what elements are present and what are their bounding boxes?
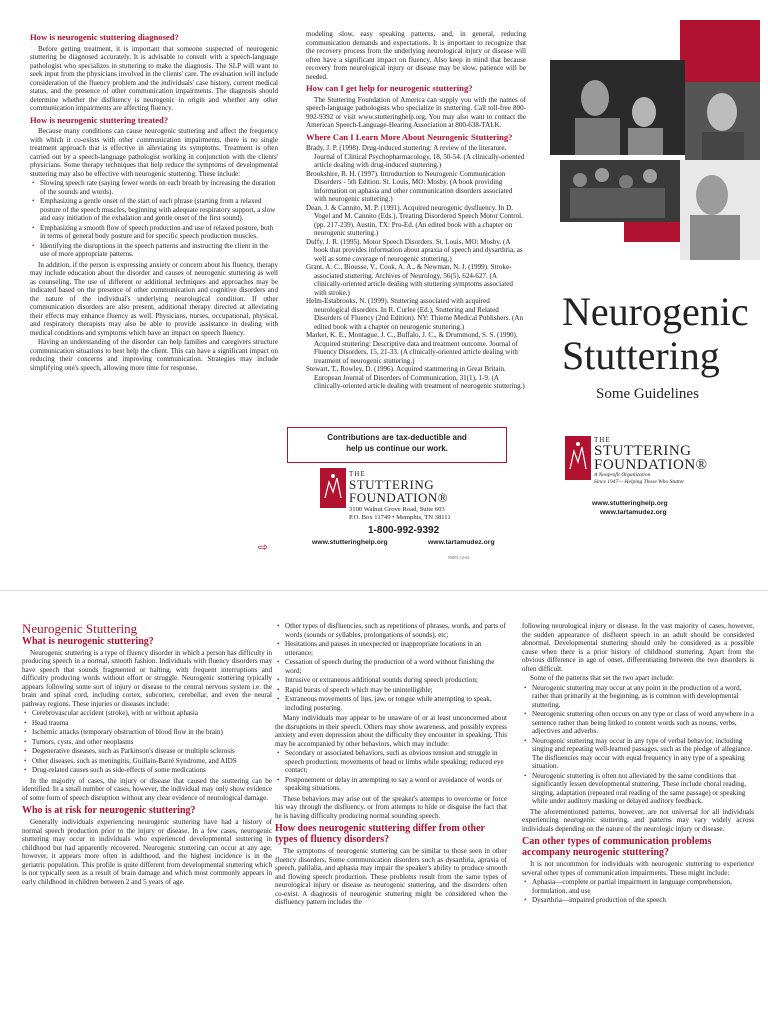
mailing-address [349, 506, 451, 522]
reference-item: Dean, J. & Cannito, M. P. (1991). Acquired neurogenic dysfluency. In D. Vogel and M. Cannito (Eds.), Treating Disordered Speech Motor Control. (pp. 217-239). Austin, TX: Pro-Ed. (An edited book with a chapter on neurogenic stuttering.) [306, 203, 523, 237]
reference-item: Stewart, T., Rowley, D. (1996). Acquired stammering in Great Britain. European Journal of Disorders of Communication, 31(1), 1-9. (A clinically-oriented article dealing with treatment of neurogenic stuttering.) [306, 365, 525, 390]
cover-logo-icon [565, 436, 591, 480]
list-item: • Intrusive or extraneous additional sounds during speech production; [285, 676, 507, 685]
list-item: • Neurogenic stuttering may occur at any point in the production of a word, rather than primarily at the beginning, as is common with developmental stuttering. [532, 684, 754, 710]
paragraph-other: It is not uncommon for individuals with neurogenic stuttering to experience several other types of communication impairments. These might include: [522, 860, 754, 877]
bottom-middle-panel [275, 622, 507, 1022]
section-title: Neurogenic Stuttering [22, 621, 138, 636]
reference-item: Brady, J. P. (1998). Drug-induced stuttering: A review of the literature. Journal of Clinical Psychopharmacology, 18, 50-54. (A clinically-oriented article dealing with drug-induced stuttering.) [306, 144, 525, 169]
contributions-box [287, 427, 507, 463]
paragraph-differ: The symptoms of neurogenic stuttering can be similar to those seen in other fluency disorders. Some communication disorders such as dysarthria, apraxia of speech, palilalia, and aphasia may impair the speaker's ability to produce smooth and flowing speech production. These problems result from the same types of neurological injury or disease as neurogenic stuttering, and the disorders often co-exist. A diagnosis of neurogenic stuttering might be considered when the disfluency pattern includes the [275, 847, 507, 906]
paragraph-continued: modeling slow, easy speaking patterns, and, in general, reducing communication demands and expectations. It is important to recognize that the recovery process from the underlying neurological injury or disease will often have a significant impact on fluency. Also keep in mind that because recovery from neurological injury or disease may be slow, patience will be needed. [306, 30, 526, 81]
photo-collage [540, 20, 768, 280]
paragraph-following: following neurological injury or disease. In the vast majority of cases, however, the sudden appearance of disfluent speech in an adult should be considered abnormal. Developmental stuttering should only be considered as a possible cause when there is a prior history of childhood stuttering. Apart from the obvious difference in age of onset, differentiating between the two disorders is often difficult. [522, 622, 754, 673]
list-item: • Tumors, cysts, and other neoplasms [32, 738, 272, 747]
list-item: • Hesitations and pauses in unexpected or inappropriate locations in an utterance; [285, 640, 507, 657]
top-left-panel [30, 30, 278, 550]
reference-item: Brookshire, R. H. (1997). Introduction to Neurogenic Communication Disorders - 5th Edition. St. Louis, MO: Mosby. (A book providing information on aphasia and other communication disorders associated with neurogenic stuttering.) [306, 169, 513, 203]
paragraph-cause: In the majority of cases, the injury or disease that caused the stuttering can be identified. In a small number of cases, however, the individual may only show evidence of some form of speech disruption without any clear evidence of neurological damage. [22, 776, 272, 802]
logo-the: THE [349, 470, 366, 478]
paragraph-help: The Stuttering Foundation of America can supply you with the names of speech-language pathologists who specialize in stuttering. Call toll-free 800-992-9392 or visit www.stutteringhelp.org, You may also want to contact the American Speech-Language-Hearing Association at 800-638-TALK. [306, 95, 526, 129]
list-item: • Slowing speech rate (saying fewer words on each breath by increasing the duration of the sounds and words). [40, 179, 278, 196]
paragraph-aware: Many individuals may appear to be unaware of or at least unconcerned about the disruptions in their speech. Others may show awareness, and possibly express anxiety and even depression about the difficulty they encounter in speaking. This may be accompanied by other behaviors, which may include: [275, 714, 507, 748]
contrib-line: Contributions are tax-deductible and [327, 433, 467, 442]
paragraph-universal: The aforementioned patterns, however, are not universal for all individuals experiencing neurogenic stuttering, and patterns may vary widely across individuals depending on the nature of the neurologic injury or disease. [522, 807, 754, 833]
list-item: • Emphasizing a gentle onset of the start of each phrase (starting from a relaxed posture of the speech muscles, beginning with adequate respiratory support, a slow and easy initiation of the exhalation and gentle onset of the first sound). [40, 197, 278, 223]
reference-item: Market, K. E., Montague, J. C., Buffalo, J. C., & Drummond, S. S. (1990). Acquired stuttering: Descriptive data and treatment outcome. Journal of Fluency Disorders, 15, 21-33. (A clinically-oriented article dealing with treatment of neurogenic stuttering.) [306, 331, 518, 365]
logo-stuttering: STUTTERING [349, 477, 435, 492]
logo-figure-icon [565, 436, 591, 480]
reference-item: Duffy, J. R. (1995). Motor Speech Disorders. St. Louis, MO: Mosby. (A book that provides information about apraxia of speech and dysarthria, as well as some coverage of neurogenic stuttering.) [306, 237, 523, 263]
logo-tagline: Since 1947— Helping Those Who Stutter [594, 479, 685, 485]
list-item: • Rapid bursts of speech which may be unintelligible; [285, 686, 507, 695]
list-item: • Identifying the disruptions in the speech patterns and instructing the client in the use of more appropriate patterns. [40, 242, 278, 259]
list-item: • Neurogenic stuttering is often not alleviated by the same conditions that significantly lessen developmental stuttering. These include choral reading, singing, adaptation (repeated oral reading of the same passage) or speaking while under auditory masking or delayed auditory feedback. [532, 772, 754, 806]
list-item: • Postponement or delay in attempting to say a word or avoidance of words or speaking situations. [285, 776, 507, 793]
cover-title [562, 290, 762, 378]
paragraph-family: Having an understanding of the disorder can help families and caregivers structure communication situations to best help the client. This can have a significant impact on reducing their concerns and improving communication. Strategies may include simplifying one's speech, allowing more time for response, [30, 338, 278, 372]
logo-foundation: FOUNDATION® [594, 457, 708, 473]
website-link[interactable]: www.stutteringhelp.org [312, 539, 388, 546]
impairments-list [522, 878, 754, 905]
continue-arrow-icon: ⇨ [258, 540, 269, 554]
paragraph-treated: Because many conditions can cause neurogenic stuttering and affect the frequency with which it co-exists with other communication impairments, there is no single treatment approach that is effective in alleviating its symptoms. Treatment is often carried out by a speech-language pathologist working in conjunction with the clients' physicians. Some therapy techniques that help reduce the symptoms of developmental stuttering may also be effective with neurogenic stuttering. These include: [30, 127, 278, 178]
logo-stuttering: STUTTERING [594, 443, 692, 459]
heading-other-problems: Can other types of communication problems accompany neurogenic stuttering? [522, 836, 712, 858]
heading-risk: Who is at risk for neurogenic stuttering? [22, 805, 196, 816]
address-line: P.O. Box 11749 • Memphis, TN 38111 [349, 514, 451, 521]
heading-help: How can I get help for neurogenic stuttering? [306, 83, 473, 93]
logo-tagline: A Nonprofit Organization [594, 472, 651, 478]
address-line: 3100 Walnut Grove Road, Suite 603 [349, 506, 445, 513]
symptoms-list [275, 622, 507, 712]
paragraph-diagnosed: Before getting treatment, it is important that someone suspected of neurogenic stuttering be diagnosed accurately. It is advisable to consult with a speech-language pathologist who specializes in stuttering to make the diagnosis. The SLP will want to seek input from the physicians involved in the clients' care. The evaluation will include consideration of the fluency problem and the individuals' case history, current medical status, and the presence of other communication impairments. The diagnosis should determine whether the disfluency is neurogenic in origin and whether any other communication impairments are affecting fluency. [30, 44, 278, 112]
website-link[interactable]: www.tartamudez.org [428, 539, 495, 546]
list-item: • Secondary or associated behaviors, such as obvious tension and struggle in speech production; movements of head or limbs while speaking; reduced eye contact; [285, 749, 507, 775]
paragraph-what: Neurogenic stuttering is a type of fluency disorder in which a person has difficulty in producing speech in a normal, smooth fashion. Individuals with fluency disorders may have speech that sounds fragmented or halting, with frequent interruptions and difficulty producing words without effort or struggle. Neurogenic stuttering typically appears following some sort of injury or disease to the central nervous system i.e. the brain and spinal cord, including cortex, subcortex, cerebellar, and even the neural pathway regions. These injuries or diseases include: [22, 648, 272, 708]
cover-title-line: Stuttering [562, 333, 720, 378]
treatment-list [30, 179, 278, 259]
heading-what: What is neurogenic stuttering? [22, 636, 154, 647]
paragraph-behaviors: These behaviors may arise out of the speaker's attempts to overcome or force his way through the disfluency, or from attempts to hide or disguise the fact that he is having difficulty producing normal sounding speech. [275, 794, 507, 820]
paragraph-risk: Generally individuals experiencing neurogenic stuttering have had a history of normal speech production prior to the injury or disease. In a few cases, neurogenic stuttering may occur in individuals who experienced developmental stuttering in childhood but had apparently recovered. Neurogenic stuttering can occur at any age; however, it appears more often in adulthood, and the highest incidence is in the geriatric population. This profile is quite different from developmental stuttering which is not typically seen as a result of brain damage and which most commonly appears in early childhood in children between 2 and 5 years of age. [22, 818, 272, 886]
foundation-logo-text [349, 470, 448, 504]
list-item: • Cerebrovascular accident (stroke), with or without aphasia [32, 709, 272, 718]
logo-foundation: FOUNDATION® [349, 490, 449, 505]
list-item: • Aphasia—complete or partial impairment in language comprehension, formulation, and use [532, 878, 754, 895]
causes-list [22, 709, 272, 775]
list-item: • Drug-related causes such as side-effects of some medications [32, 766, 272, 775]
bottom-right-panel [522, 622, 754, 1022]
heading-differ: How does neurogenic stuttering differ from other types of fluency disorders? [275, 823, 485, 845]
list-item: • Neurogenic stuttering often occurs on any type or class of word anywhere in a sentence rather than being linked to content words such as nouns, verbs, adjectives and adverbs. [532, 710, 754, 736]
heading-learn-more: Where Can I Learn More About Neurogenic Stuttering? [306, 131, 513, 142]
print-code: N8051 12-64 [448, 555, 470, 560]
foundation-logo-icon [320, 468, 346, 508]
website-link[interactable]: www.tartamudez.org [600, 509, 667, 516]
paragraph-patterns: Some of the patterns that set the two apart include: [530, 674, 675, 682]
reference-item: Grant, A. C., Biousse, V., Cook, A. A., & Newman, N. J. (1999). Stroke-associated stuttering. Archives of Neurology, 56(5), 624-627. (A clinically-oriented article dealing with stuttering symptoms associated with stroke.) [306, 263, 513, 297]
bottom-left-panel [22, 622, 272, 1022]
list-item: • Other types of disfluencies, such as repetitions of phrases, words, and parts of words (sounds or syllables, prolongations of sounds), etc; [285, 622, 507, 639]
list-item: • Head trauma [32, 719, 272, 728]
paragraph-addition: In addition, if the person is expressing anxiety or concern about his fluency, therapy may include education about the disorder and causes of neurogenic stuttering as well as counseling. The use of different or additional techniques and approaches may be indicated based on the presence of other communication and cognitive disorders and the nature of the individual's underlying neurological condition. If other communication disorders are also present, additional therapy directed at alleviating their effects may enhance fluency as well. Physicians, nurses, occupational, physical, and respiratory therapists may also be able to provide assistance in dealing with medical conditions and symptoms which have an impact on speech fluency. [30, 260, 278, 337]
cover-subtitle: Some Guidelines [596, 386, 699, 402]
list-item: • Ischemic attacks (temporary obstruction of blood flow in the brain) [32, 728, 272, 737]
reference-list [306, 144, 526, 391]
heading-treated: How is neurogenic stuttering treated? [30, 114, 169, 125]
logo-figure-icon [320, 468, 346, 508]
list-item: • Extraneous movements of lips, jaw, or tongue while attempting to speak, including posturing. [285, 695, 507, 712]
behaviors-list [275, 749, 507, 793]
people-photo-collage-icon [540, 20, 768, 280]
list-item: • Emphasizing a smooth flow of speech production and use of relaxed posture, both in terms of general body posture and for specific speech production muscles. [40, 224, 278, 241]
list-item: • Degenerative diseases, such as Parkinson's disease or multiple sclerosis [32, 747, 272, 756]
list-item: • Cessation of speech during the production of a word without finishing the word; [285, 658, 507, 675]
top-middle-panel [306, 30, 526, 390]
page-divider [0, 590, 768, 591]
cover-logo-text [594, 436, 708, 486]
heading-diagnosed: How is neurogenic stuttering diagnosed? [30, 32, 179, 42]
reference-item: Helm-Estabrooks, N. (1999). Stuttering associated with acquired neurological disorders. In R. Curlee (Ed.), Stuttering and Related Disorders of Fluency (2nd Edition). NY: Thieme Medical Publishers. (An edited book with a chapter on neurogenic stuttering.) [306, 297, 524, 331]
cover-title-line: Neurogenic [562, 289, 749, 334]
contrib-line: help us continue our work. [346, 444, 448, 453]
list-item: • Other diseases, such as meningitis, Guillain-Barré Syndrome, and AIDS [32, 757, 272, 766]
phone-number: 1-800-992-9392 [368, 525, 440, 536]
website-link[interactable]: www.stutteringhelp.org [592, 500, 668, 507]
list-item: • Neurogenic stuttering may occur in any type of verbal behavior, including singing and repeating well-learned passages, such as the pledge of allegiance. The disfluencies may occur with equal frequency in any type of a speaking situation. [532, 737, 754, 771]
logo-the: THE [594, 436, 611, 444]
list-item: • Dysarthria—impaired production of the speech [532, 896, 754, 905]
patterns-list [522, 684, 754, 806]
